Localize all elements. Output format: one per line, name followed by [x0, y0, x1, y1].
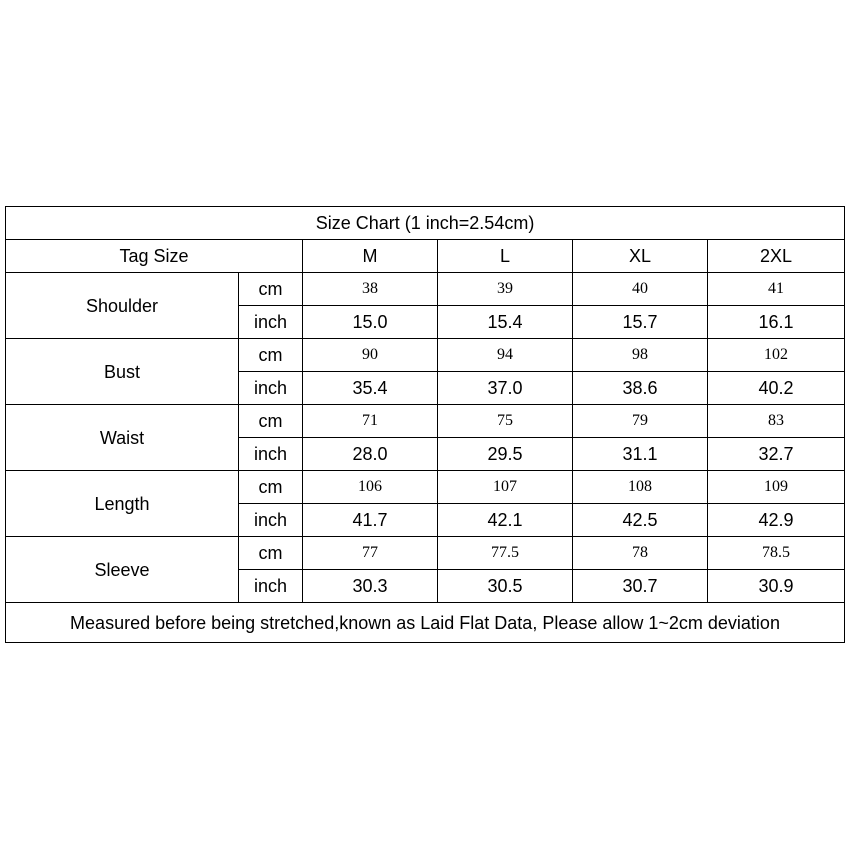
- measurement-label: Shoulder: [6, 273, 239, 339]
- inch-value: 30.3: [303, 570, 438, 603]
- cm-value: 106: [303, 471, 438, 504]
- note-row: [6, 603, 845, 643]
- cm-value: 102: [708, 339, 845, 372]
- cm-value: 71: [303, 405, 438, 438]
- measurement-label: Waist: [6, 405, 239, 471]
- length-cm-row: [6, 471, 845, 504]
- measurement-label: Sleeve: [6, 537, 239, 603]
- cm-value: 107: [438, 471, 573, 504]
- cm-value: 108: [573, 471, 708, 504]
- inch-value: 30.5: [438, 570, 573, 603]
- inch-value: 42.1: [438, 504, 573, 537]
- cm-value: 109: [708, 471, 845, 504]
- cm-value: 41: [708, 273, 845, 306]
- unit-inch: inch: [239, 504, 303, 537]
- inch-value: 32.7: [708, 438, 845, 471]
- cm-value: 78.5: [708, 537, 845, 570]
- inch-value: 15.4: [438, 306, 573, 339]
- unit-cm: cm: [239, 537, 303, 570]
- chart-title: Size Chart (1 inch=2.54cm): [6, 207, 845, 240]
- measurement-label: Bust: [6, 339, 239, 405]
- unit-inch: inch: [239, 570, 303, 603]
- unit-inch: inch: [239, 372, 303, 405]
- cm-value: 77.5: [438, 537, 573, 570]
- unit-inch: inch: [239, 438, 303, 471]
- tag-size-header: Tag Size: [6, 240, 303, 273]
- cm-value: 40: [573, 273, 708, 306]
- size-header-xl: XL: [573, 240, 708, 273]
- inch-value: 38.6: [573, 372, 708, 405]
- inch-value: 29.5: [438, 438, 573, 471]
- inch-value: 40.2: [708, 372, 845, 405]
- cm-value: 94: [438, 339, 573, 372]
- size-header-l: L: [438, 240, 573, 273]
- unit-cm: cm: [239, 273, 303, 306]
- unit-cm: cm: [239, 339, 303, 372]
- size-chart-table: [5, 206, 845, 643]
- unit-cm: cm: [239, 405, 303, 438]
- inch-value: 37.0: [438, 372, 573, 405]
- cm-value: 83: [708, 405, 845, 438]
- measurement-label: Length: [6, 471, 239, 537]
- shoulder-cm-row: [6, 273, 845, 306]
- unit-cm: cm: [239, 471, 303, 504]
- cm-value: 38: [303, 273, 438, 306]
- inch-value: 30.9: [708, 570, 845, 603]
- inch-value: 42.9: [708, 504, 845, 537]
- inch-value: 15.0: [303, 306, 438, 339]
- measurement-note: Measured before being stretched,known as Laid Flat Data, Please allow 1~2cm deviation: [6, 603, 845, 643]
- inch-value: 28.0: [303, 438, 438, 471]
- inch-value: 41.7: [303, 504, 438, 537]
- inch-value: 15.7: [573, 306, 708, 339]
- inch-value: 30.7: [573, 570, 708, 603]
- unit-inch: inch: [239, 306, 303, 339]
- cm-value: 90: [303, 339, 438, 372]
- cm-value: 39: [438, 273, 573, 306]
- sleeve-cm-row: [6, 537, 845, 570]
- title-row: [6, 207, 845, 240]
- cm-value: 98: [573, 339, 708, 372]
- inch-value: 16.1: [708, 306, 845, 339]
- cm-value: 78: [573, 537, 708, 570]
- cm-value: 79: [573, 405, 708, 438]
- cm-value: 75: [438, 405, 573, 438]
- inch-value: 42.5: [573, 504, 708, 537]
- bust-cm-row: [6, 339, 845, 372]
- inch-value: 35.4: [303, 372, 438, 405]
- size-header-m: M: [303, 240, 438, 273]
- inch-value: 31.1: [573, 438, 708, 471]
- header-row: [6, 240, 845, 273]
- waist-cm-row: [6, 405, 845, 438]
- size-header-2xl: 2XL: [708, 240, 845, 273]
- cm-value: 77: [303, 537, 438, 570]
